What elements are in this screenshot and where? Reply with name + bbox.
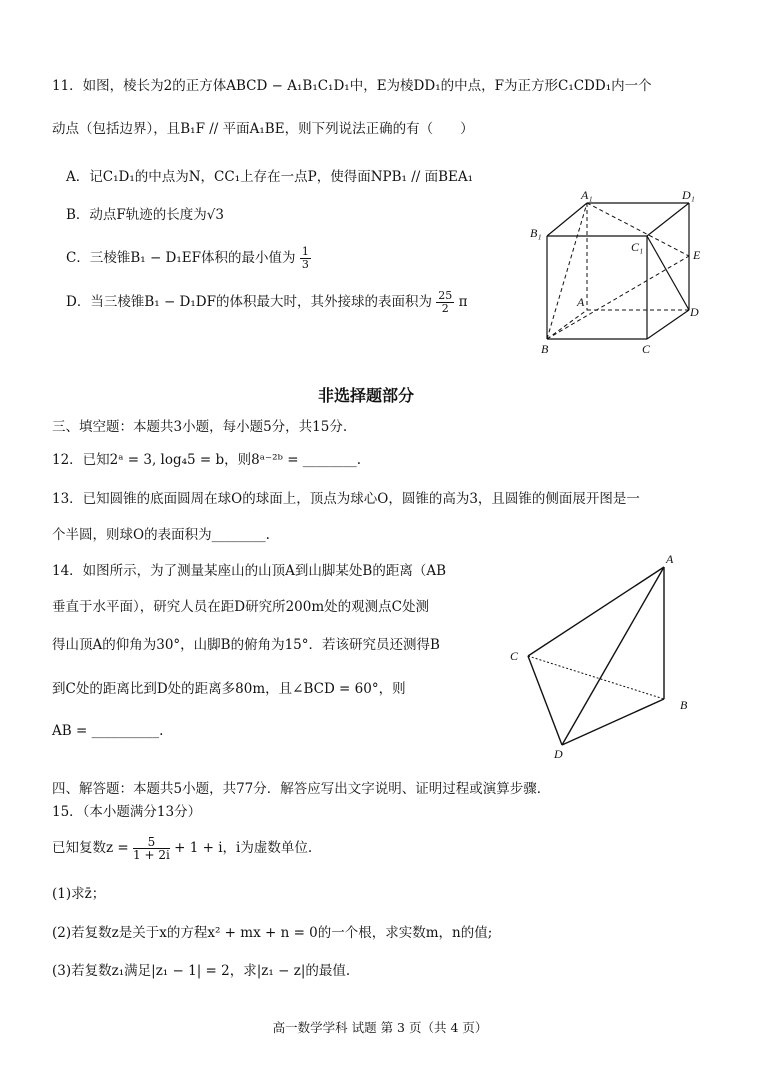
label-c: C [642,342,651,356]
label-d1: D₁ [682,188,695,202]
q15-part1: (1)求z̄； [52,886,106,902]
q15-stem-end: + 1 + i，i为虚数单位. [174,840,313,856]
q15-part3: (3)若复数z₁满足|z₁ − 1| = 2，求|z₁ − z|的最值. [52,963,351,979]
label-e: E [693,248,701,262]
q11-option-c-denominator: 3 [301,258,309,271]
q15-fraction [133,836,170,861]
label-d: D [690,305,699,319]
q11-option-c-numerator: 1 [301,245,309,258]
label-a1: A₁ [581,188,593,202]
section-title: 非选择题部分 [318,386,415,405]
q11-option-b: B．动点F轨迹的长度为√3 [66,207,224,223]
part3-heading: 三、填空题：本题共3小题，每小题5分，共15分. [52,419,348,435]
q11-option-d-numerator: 25 [438,289,453,302]
q11-option-d-denominator: 2 [441,302,449,315]
q15-numerator: 5 [133,836,170,849]
q15-stem-start: 已知复数z = [52,840,129,856]
q13-line2: 个半圆，则球O的表面积为________. [52,527,270,543]
label-a: A [577,295,585,309]
q14-line3: 得山顶A的仰角为30°，山脚B的俯角为15°．若该研究员还测得B [52,637,440,653]
tetrahedron-figure [505,548,705,767]
label-institute-d: D [554,747,563,761]
q14-line4: 到C处的距离比到D处的距离多80m，且∠BCD = 60°，则 [52,681,406,697]
label-c1: C₁ [631,240,644,254]
q11-option-c [66,246,311,271]
q15-stem [52,836,312,861]
q12: 12．已知2ᵃ = 3, log₄5 = b，则8ᵃ⁻²ᵇ = ________. [52,452,362,468]
part4-heading: 四、解答题：本题共5小题，共77分．解答应写出文字说明、证明过程或演算步骤． [52,781,551,797]
label-mountain-foot-b: B [680,698,688,712]
q11-line1: 11．如图，棱长为2的正方体ABCD − A₁B₁C₁D₁中，E为棱DD₁的中点，F为正方形C₁CDD₁内一个 [52,78,652,94]
label-b: B [541,342,549,356]
page-footer: 高一数学学科 试题 第 3 页（共 4 页） [272,1020,488,1035]
label-observation-c: C [510,649,519,663]
q15-denominator: 1 + 2i [133,848,170,862]
q11-option-d-pi: π [458,294,468,310]
q11-option-d [66,290,467,315]
q14-line5: AB = __________. [52,723,164,739]
q11-line2: 动点（包括边界），且B₁F // 平面A₁BE，则下列说法正确的有（ ） [52,121,474,137]
q13-line1: 13．已知圆锥的底面圆周在球O的球面上，顶点为球心O，圆锥的高为3，且圆锥的侧面展开图是一 [52,491,640,507]
q11-option-c-text: C．三棱锥B₁ − D₁EF体积的最小值为 [66,250,296,266]
cube-figure [525,185,715,364]
q11-option-a: A．记C₁D₁的中点为N，CC₁上存在一点P，使得面NPB₁ // 面BEA₁ [66,169,474,185]
q14-line2: 垂直于水平面），研究人员在距D研究所200m处的观测点C处测 [52,599,429,615]
q14-line1: 14．如图所示，为了测量某座山的山顶A到山脚某处B的距离（AB [52,563,447,579]
q15-header: 15．（本小题满分13分） [52,804,202,820]
q15-part2: (2)若复数z是关于x的方程x² + mx + n = 0的一个根，求实数m，n的值; [52,925,493,941]
q11-option-d-text: D．当三棱锥B₁ − D₁DF的体积最大时，其外接球的表面积为 [66,294,432,310]
q11-option-d-fraction [436,290,454,315]
label-mountain-top-a: A [666,552,674,566]
q11-option-c-fraction [300,246,311,271]
label-b1: B₁ [530,226,542,240]
